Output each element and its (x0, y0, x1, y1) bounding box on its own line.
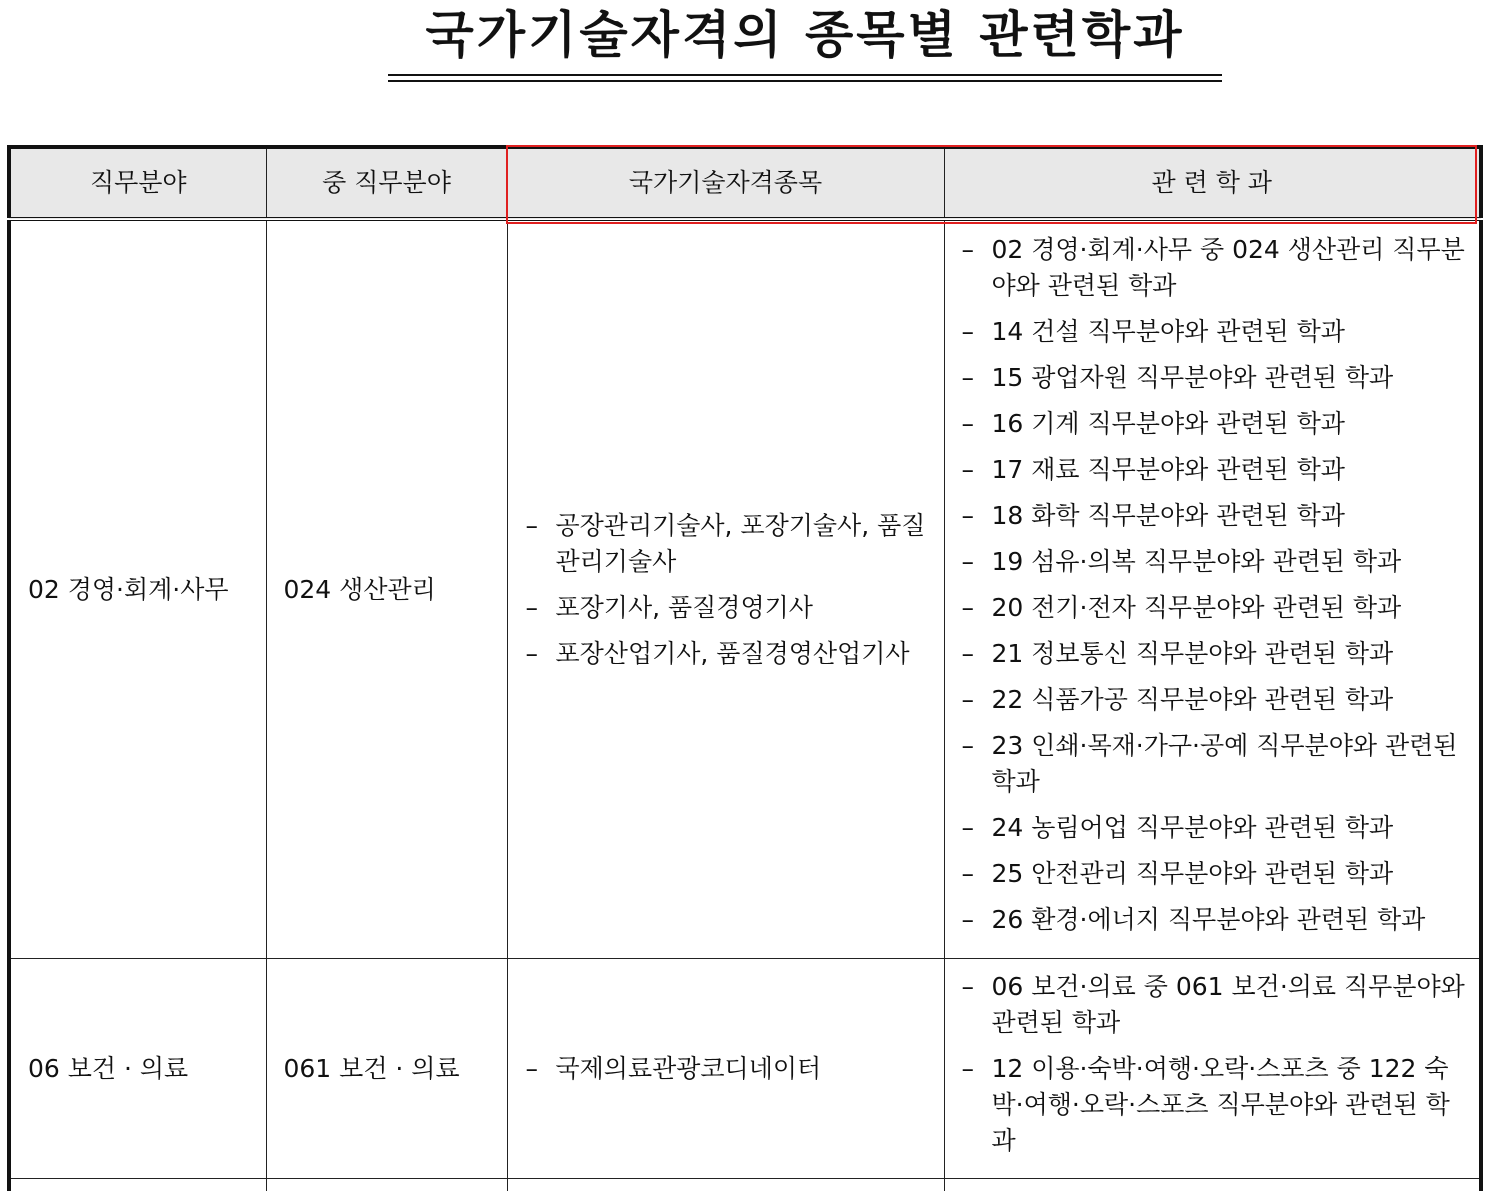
title-underline-bottom (388, 80, 1222, 82)
department-item: – 24 농림어업 직무분야와 관련된 학과 (945, 810, 1480, 846)
table-row (9, 959, 1481, 1179)
header-field: 직무분야 (9, 147, 266, 219)
department-item: – 15 광업자원 직무분야와 관련된 학과 (945, 360, 1480, 396)
table-row (9, 219, 1481, 959)
qualification-cell (507, 959, 944, 1179)
department-item: – 22 식품가공 직무분야와 관련된 학과 (945, 682, 1480, 718)
department-item: – 06 보건·의료 중 061 보건·의료 직무분야와 관련된 학과 (945, 969, 1480, 1041)
department-item: – 20 전기·전자 직무분야와 관련된 학과 (945, 590, 1480, 626)
department-item: – 17 재료 직무분야와 관련된 학과 (945, 452, 1480, 488)
qualification-list (508, 508, 944, 672)
qualification-table (7, 145, 1483, 1191)
department-item: – 21 정보통신 직무분야와 관련된 학과 (945, 636, 1480, 672)
department-item: – 02 경영·회계·사무 중 024 생산관리 직무분야와 관련된 학과 (945, 232, 1480, 304)
department-list (945, 232, 1480, 938)
empty-cell (9, 1179, 266, 1192)
page-title: 국가기술자격의 종목별 관련학과 (425, 6, 1185, 64)
table-row-partial (9, 1179, 1481, 1192)
empty-cell (507, 1179, 944, 1192)
qualification-item: – 포장산업기사, 품질경영산업기사 (508, 636, 944, 672)
sub-field-cell: 024 생산관리 (266, 219, 507, 959)
department-item: – 26 환경·에너지 직무분야와 관련된 학과 (945, 902, 1480, 938)
empty-cell (266, 1179, 507, 1192)
qualification-item: – 공장관리기술사, 포장기술사, 품질관리기술사 (508, 508, 944, 580)
sub-field-cell: 061 보건 · 의료 (266, 959, 507, 1179)
header-qualification: 국가기술자격종목 (507, 147, 944, 219)
departments-cell (944, 219, 1481, 959)
department-list (945, 969, 1480, 1159)
department-item: – 23 인쇄·목재·가구·공예 직무분야와 관련된 학과 (945, 728, 1480, 800)
department-item: – 14 건설 직무분야와 관련된 학과 (945, 314, 1480, 350)
departments-cell (944, 959, 1481, 1179)
field-cell: 02 경영·회계·사무 (9, 219, 266, 959)
qualification-list (508, 1051, 944, 1087)
qualification-cell (507, 219, 944, 959)
header-departments: 관 련 학 과 (944, 147, 1481, 219)
department-item: – 19 섬유·의복 직무분야와 관련된 학과 (945, 544, 1480, 580)
department-item: – 25 안전관리 직무분야와 관련된 학과 (945, 856, 1480, 892)
title-underline-top (388, 74, 1222, 76)
empty-cell (944, 1179, 1481, 1192)
department-item: – 18 화학 직무분야와 관련된 학과 (945, 498, 1480, 534)
department-item: – 16 기계 직무분야와 관련된 학과 (945, 406, 1480, 442)
qualification-item: – 포장기사, 품질경영기사 (508, 590, 944, 626)
qualification-item: – 국제의료관광코디네이터 (508, 1051, 944, 1087)
header-sub-field: 중 직무분야 (266, 147, 507, 219)
header-row (9, 147, 1481, 219)
field-cell: 06 보건 · 의료 (9, 959, 266, 1179)
department-item: – 12 이용·숙박·여행·오락·스포츠 중 122 숙박·여행·오락·스포츠 직무분야와 관련된 학과 (945, 1051, 1480, 1159)
